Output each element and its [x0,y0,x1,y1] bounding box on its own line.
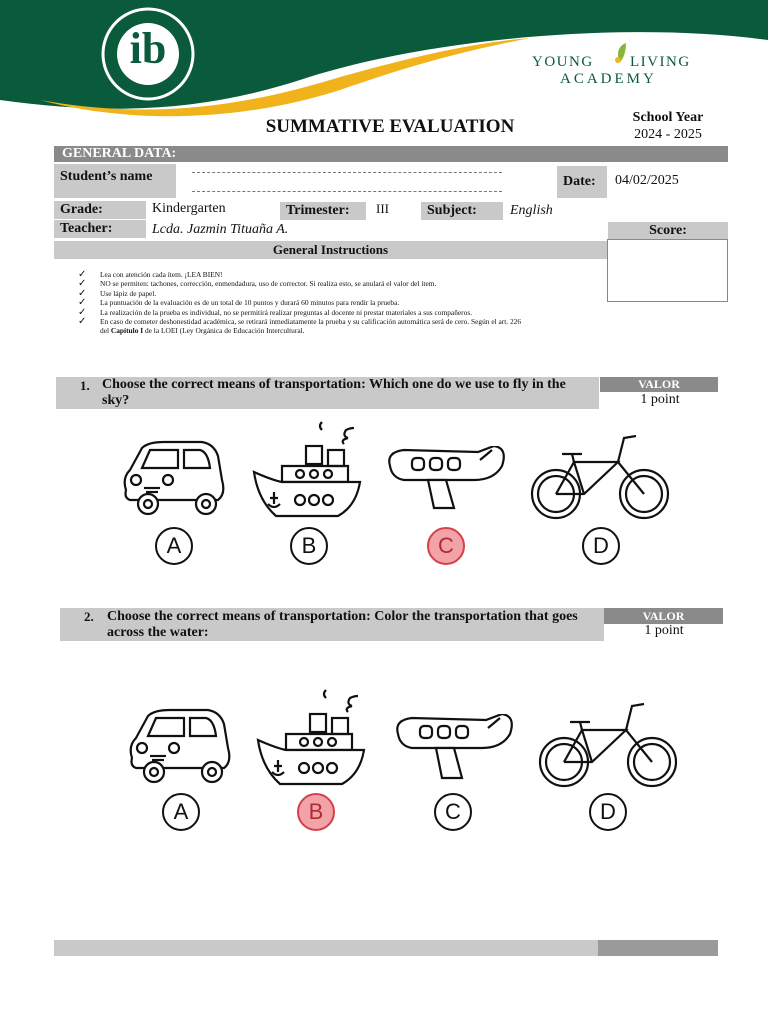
page-title: SUMMATIVE EVALUATION [265,116,515,137]
car-icon [124,706,236,788]
instruction-item: ✓ NO se permiten: tachones, corrección, enmendadura, uso de corrector. Si realiza esto, se anulará el valor del ítem. [78,278,437,290]
academy-logo-academy: ACADEMY [560,71,657,87]
ib-logo-mark: ib [129,24,167,73]
checkmark-icon: ✓ [78,269,87,280]
footer-bar [54,940,718,956]
date-label: Date: [557,166,607,198]
school-year-value: 2024 - 2025 [634,127,702,142]
airplane-icon [384,446,506,510]
bicycle-icon [528,432,672,524]
bicycle-icon [536,700,680,792]
checkmark-icon: ✓ [78,306,87,318]
instruction-item: ✓ La puntuación de la evaluación es de un total de 10 puntos y durará 60 minutos para rendir la prueba. [78,297,400,309]
car-icon [118,438,230,520]
question-2-option-c[interactable]: C [434,793,472,831]
academy-logo-young: YOUNG [532,54,594,70]
general-data-label: GENERAL DATA: [62,146,177,161]
general-instructions-bar [54,241,607,259]
instructions-list [74,270,604,336]
question-2-option-b-image[interactable] [256,688,368,797]
checkmark-icon: ✓ [78,278,87,290]
question-2-option-d[interactable]: D [589,793,627,831]
instruction-item: ✓ La realización de la prueba es individual, no se permitirá realizar preguntas al docente ni prestar materiales a sus compañeros. [78,306,473,318]
question-2-number: 2. [84,609,94,624]
boat-icon [256,688,368,792]
grade-value: Kindergarten [152,201,226,216]
student-name-field[interactable] [192,168,502,194]
academy-logo-living: LIVING [630,54,691,70]
question-1-option-d-image[interactable] [528,432,672,529]
question-1-points: 1 point [640,392,680,407]
subject-value: English [510,203,553,218]
ib-logo [100,6,196,102]
teacher-value: Lcda. Jazmin Tituaña A. [152,222,289,237]
score-box[interactable] [607,239,728,302]
teacher-label: Teacher: [54,220,146,238]
question-1-option-b[interactable]: B [290,527,328,565]
instruction-item: ✓ Lea con atención cada ítem. ¡LEA BIEN! [78,269,223,280]
leaf-icon [610,42,630,69]
question-1-option-c-image[interactable] [384,446,506,515]
question-1-option-d[interactable]: D [582,527,620,565]
question-2-option-d-image[interactable] [536,700,680,797]
instruction-item: ✓ Use lápiz de papel. [78,287,157,299]
instruction-item-continued: del Capítulo I de la LOEI (Ley Orgánica de Educación Intercultural. [100,326,305,336]
trimester-label: Trimester: [280,202,366,220]
subject-label: Subject: [421,202,503,220]
general-instructions-label: General Instructions [272,242,389,257]
question-2-points: 1 point [644,623,684,638]
question-2-option-c-image[interactable] [392,714,514,787]
question-1-text: Choose the correct means of transportation: Which one do we use to fly in the sky? [102,377,566,408]
question-2-option-a[interactable]: A [162,793,200,831]
trimester-value: III [376,201,389,216]
grade-label: Grade: [54,201,146,219]
checkmark-icon: ✓ [78,297,87,309]
checkmark-icon: ✓ [78,287,87,299]
instruction-item: ✓ En caso de cometer deshonestidad académica, se retirará inmediatamente la prueba y su calificación automática será de cero. Según el art. 226 [78,316,522,328]
school-year-label: School Year [632,110,704,125]
question-1-option-a[interactable]: A [155,527,193,565]
general-data-bar [54,146,728,162]
question-2-option-a-image[interactable] [124,706,236,793]
airplane-icon [392,714,514,782]
checkmark-icon: ✓ [78,316,87,328]
academy-logo [528,46,698,90]
question-1-option-b-image[interactable] [252,420,364,529]
question-1-option-a-image[interactable] [118,438,230,525]
question-1-valor-label: VALOR [600,377,718,392]
score-label: Score: [608,222,728,239]
question-2-text: Choose the correct means of transportation: Color the transportation that goes across the water: [107,609,578,640]
question-2-option-b[interactable]: B [297,793,335,831]
date-value: 04/02/2025 [615,173,679,188]
question-1-option-c[interactable]: C [427,527,465,565]
boat-icon [252,420,364,524]
student-name-label: Student’s name [54,164,176,198]
question-1-number: 1. [80,378,90,393]
question-2-valor-label: VALOR [604,608,723,624]
